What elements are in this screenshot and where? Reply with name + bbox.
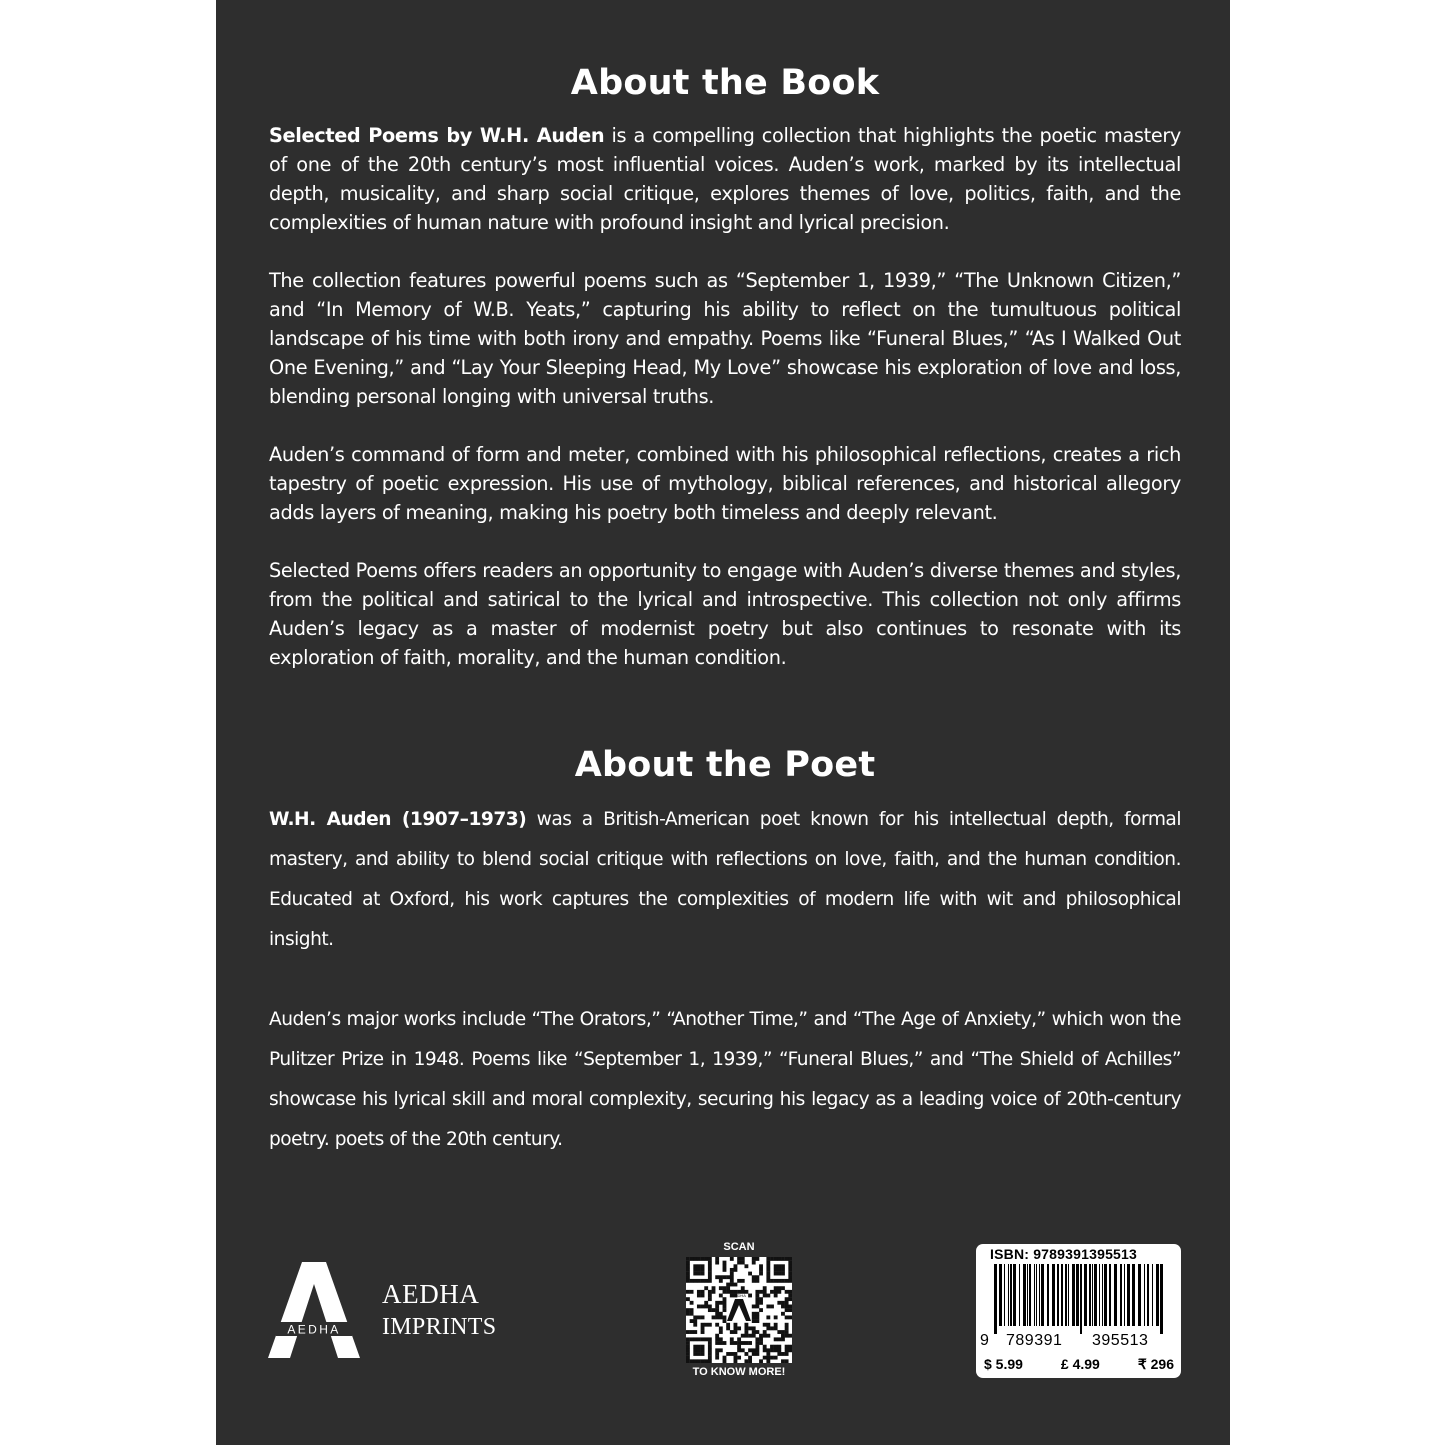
- publisher-name: [382, 1278, 496, 1344]
- logo-text: AEDHA: [287, 1322, 341, 1337]
- book-title-bold: Selected Poems by W.H. Auden: [269, 124, 605, 147]
- barcode-bar: [1147, 1264, 1149, 1326]
- about-poet-paragraph-1-rest: was a British-American poet known for his intellectual depth, formal mastery, and ability to blend social critique with reflections on love, faith, and the human condition. Educated at Oxford, his work captures the complexities of modern life with wit and philosophical insight.: [269, 809, 1181, 950]
- about-poet-text: [269, 800, 1181, 1200]
- barcode-bar: [1057, 1264, 1059, 1326]
- barcode-digits-mid: 789391: [1006, 1332, 1063, 1349]
- isbn-label: ISBN: 9789391395513: [990, 1246, 1138, 1262]
- barcode-bar: [1138, 1264, 1141, 1326]
- about-poet-heading: About the Poet: [574, 745, 876, 785]
- barcode-bar: [1023, 1264, 1026, 1326]
- barcode-bar: [1109, 1264, 1111, 1326]
- qr-scan-label: SCAN: [723, 1241, 755, 1253]
- barcode-bar: [1120, 1264, 1122, 1326]
- barcode-bar: [1092, 1264, 1093, 1326]
- qr-code-block[interactable]: [683, 1240, 795, 1380]
- barcode-icon: [994, 1264, 1166, 1334]
- about-book-paragraph-4: Selected Poems offers readers an opportunity to engage with Auden’s diverse themes and styles, from the political and satirical to the lyrical and introspective. This collection not only affirms Auden’s legacy as a master of modernist poetry but also continues to resonate with its exploration of faith, morality, and the human condition.: [269, 559, 1181, 669]
- about-book-text: [269, 121, 1181, 701]
- price-usd: $ 5.99: [984, 1356, 1023, 1372]
- qr-code[interactable]: [686, 1257, 792, 1363]
- isbn-barcode-box: [976, 1244, 1181, 1378]
- barcode-bar: [1104, 1264, 1107, 1326]
- about-book-paragraph-2: The collection features powerful poems such as “September 1, 1939,” “The Unknown Citizen,” and “In Memory of W.B. Yeats,” capturing his ability to reflect on the tumultuous political landscape of his time with both irony and empathy. Poems like “Funeral Blues,” “As I Walked Out One Evening,” and “Lay Your Sleeping Head, My Love” showcase his exploration of love and loss, blending personal longing with universal truths.: [269, 269, 1181, 408]
- barcode-bar: [1047, 1264, 1049, 1326]
- barcode-bar: [1072, 1264, 1075, 1326]
- barcode-bar: [1036, 1264, 1037, 1326]
- price-row: [984, 1356, 1174, 1373]
- barcode-bar: [1034, 1264, 1035, 1326]
- barcode-bar: [1039, 1264, 1040, 1326]
- barcode-bar: [1019, 1264, 1020, 1326]
- barcode-bar: [999, 1264, 1002, 1326]
- barcode-bar: [1084, 1264, 1087, 1326]
- barcode-bar: [1061, 1264, 1063, 1326]
- barcode-bar: [1132, 1264, 1135, 1326]
- barcode-bar: [1004, 1264, 1005, 1326]
- barcode-bar: [1089, 1264, 1091, 1326]
- barcode-bar: [994, 1264, 997, 1334]
- barcode-bar: [1152, 1264, 1153, 1326]
- barcode-bar: [1124, 1264, 1125, 1326]
- barcode-bar: [1099, 1264, 1100, 1326]
- publisher-name-line1: AEDHA: [382, 1279, 480, 1309]
- qr-code-icon: [686, 1257, 792, 1363]
- qr-know-more-label: TO KNOW MORE!: [692, 1366, 786, 1378]
- barcode-bar: [1068, 1264, 1069, 1326]
- barcode-bar: [1010, 1264, 1012, 1326]
- barcode-bar: [1160, 1264, 1163, 1334]
- barcode-bar: [1114, 1264, 1117, 1326]
- barcode-bar: [1008, 1264, 1009, 1326]
- about-book-paragraph-1: [269, 121, 1181, 237]
- barcode-bar: [1013, 1264, 1016, 1326]
- barcode-bar: [1144, 1264, 1145, 1326]
- barcode-bar: [1080, 1264, 1082, 1334]
- about-book-paragraph-1-rest: is a compelling collection that highlights the poetic mastery of one of the 20th century’s most influential voices. Auden’s work, marked by its intellectual depth, musicality, and sharp social critique, explores themes of love, politics, faith, and the complexities of human nature with profound insight and lyrical precision.: [269, 124, 1181, 234]
- barcode-bar: [1041, 1264, 1044, 1326]
- publisher-name-line2: IMPRINTS: [382, 1314, 497, 1340]
- barcode-bar: [1076, 1264, 1079, 1326]
- poet-name-bold: W.H. Auden (1907–1973): [269, 809, 527, 830]
- qr-center-text: AEDHA: [732, 1293, 746, 1298]
- barcode-bar: [1065, 1264, 1067, 1326]
- back-cover: [216, 0, 1230, 1445]
- price-gbp: £ 4.99: [1060, 1356, 1100, 1372]
- aedha-logo-icon: [268, 1262, 360, 1358]
- barcode-digits-last: 395513: [1092, 1332, 1149, 1349]
- barcode-bar: [1094, 1264, 1097, 1326]
- about-book-heading: About the Book: [570, 63, 880, 103]
- about-poet-paragraph-2: Auden’s major works include “The Orators,” “Another Time,” and “The Age of Anxiety,” which won the Pulitzer Prize in 1948. Poems like “September 1, 1939,” “Funeral Blues,” and “The Shield of Achilles” showcase his lyrical skill and moral complexity, securing his legacy as a leading voice of 20th-century poetry. poets of the 20th century.: [269, 1009, 1181, 1150]
- about-book-paragraph-3: Auden’s command of form and meter, combined with his philosophical reflections, creates a rich tapestry of poetic expression. His use of mythology, biblical references, and historical allegory adds layers of meaning, making his poetry both timeless and deeply relevant.: [269, 443, 1181, 524]
- barcode-digit-first: 9: [980, 1332, 990, 1349]
- barcode-bar: [1127, 1264, 1130, 1326]
- price-inr: ₹ 296: [1137, 1356, 1174, 1372]
- barcode-bar: [1102, 1264, 1103, 1326]
- barcode-bar: [1029, 1264, 1031, 1326]
- barcode-bar: [1052, 1264, 1055, 1326]
- about-poet-paragraph-1: [269, 800, 1181, 960]
- barcode-bar: [1156, 1264, 1159, 1326]
- barcode-bar: [1027, 1264, 1028, 1326]
